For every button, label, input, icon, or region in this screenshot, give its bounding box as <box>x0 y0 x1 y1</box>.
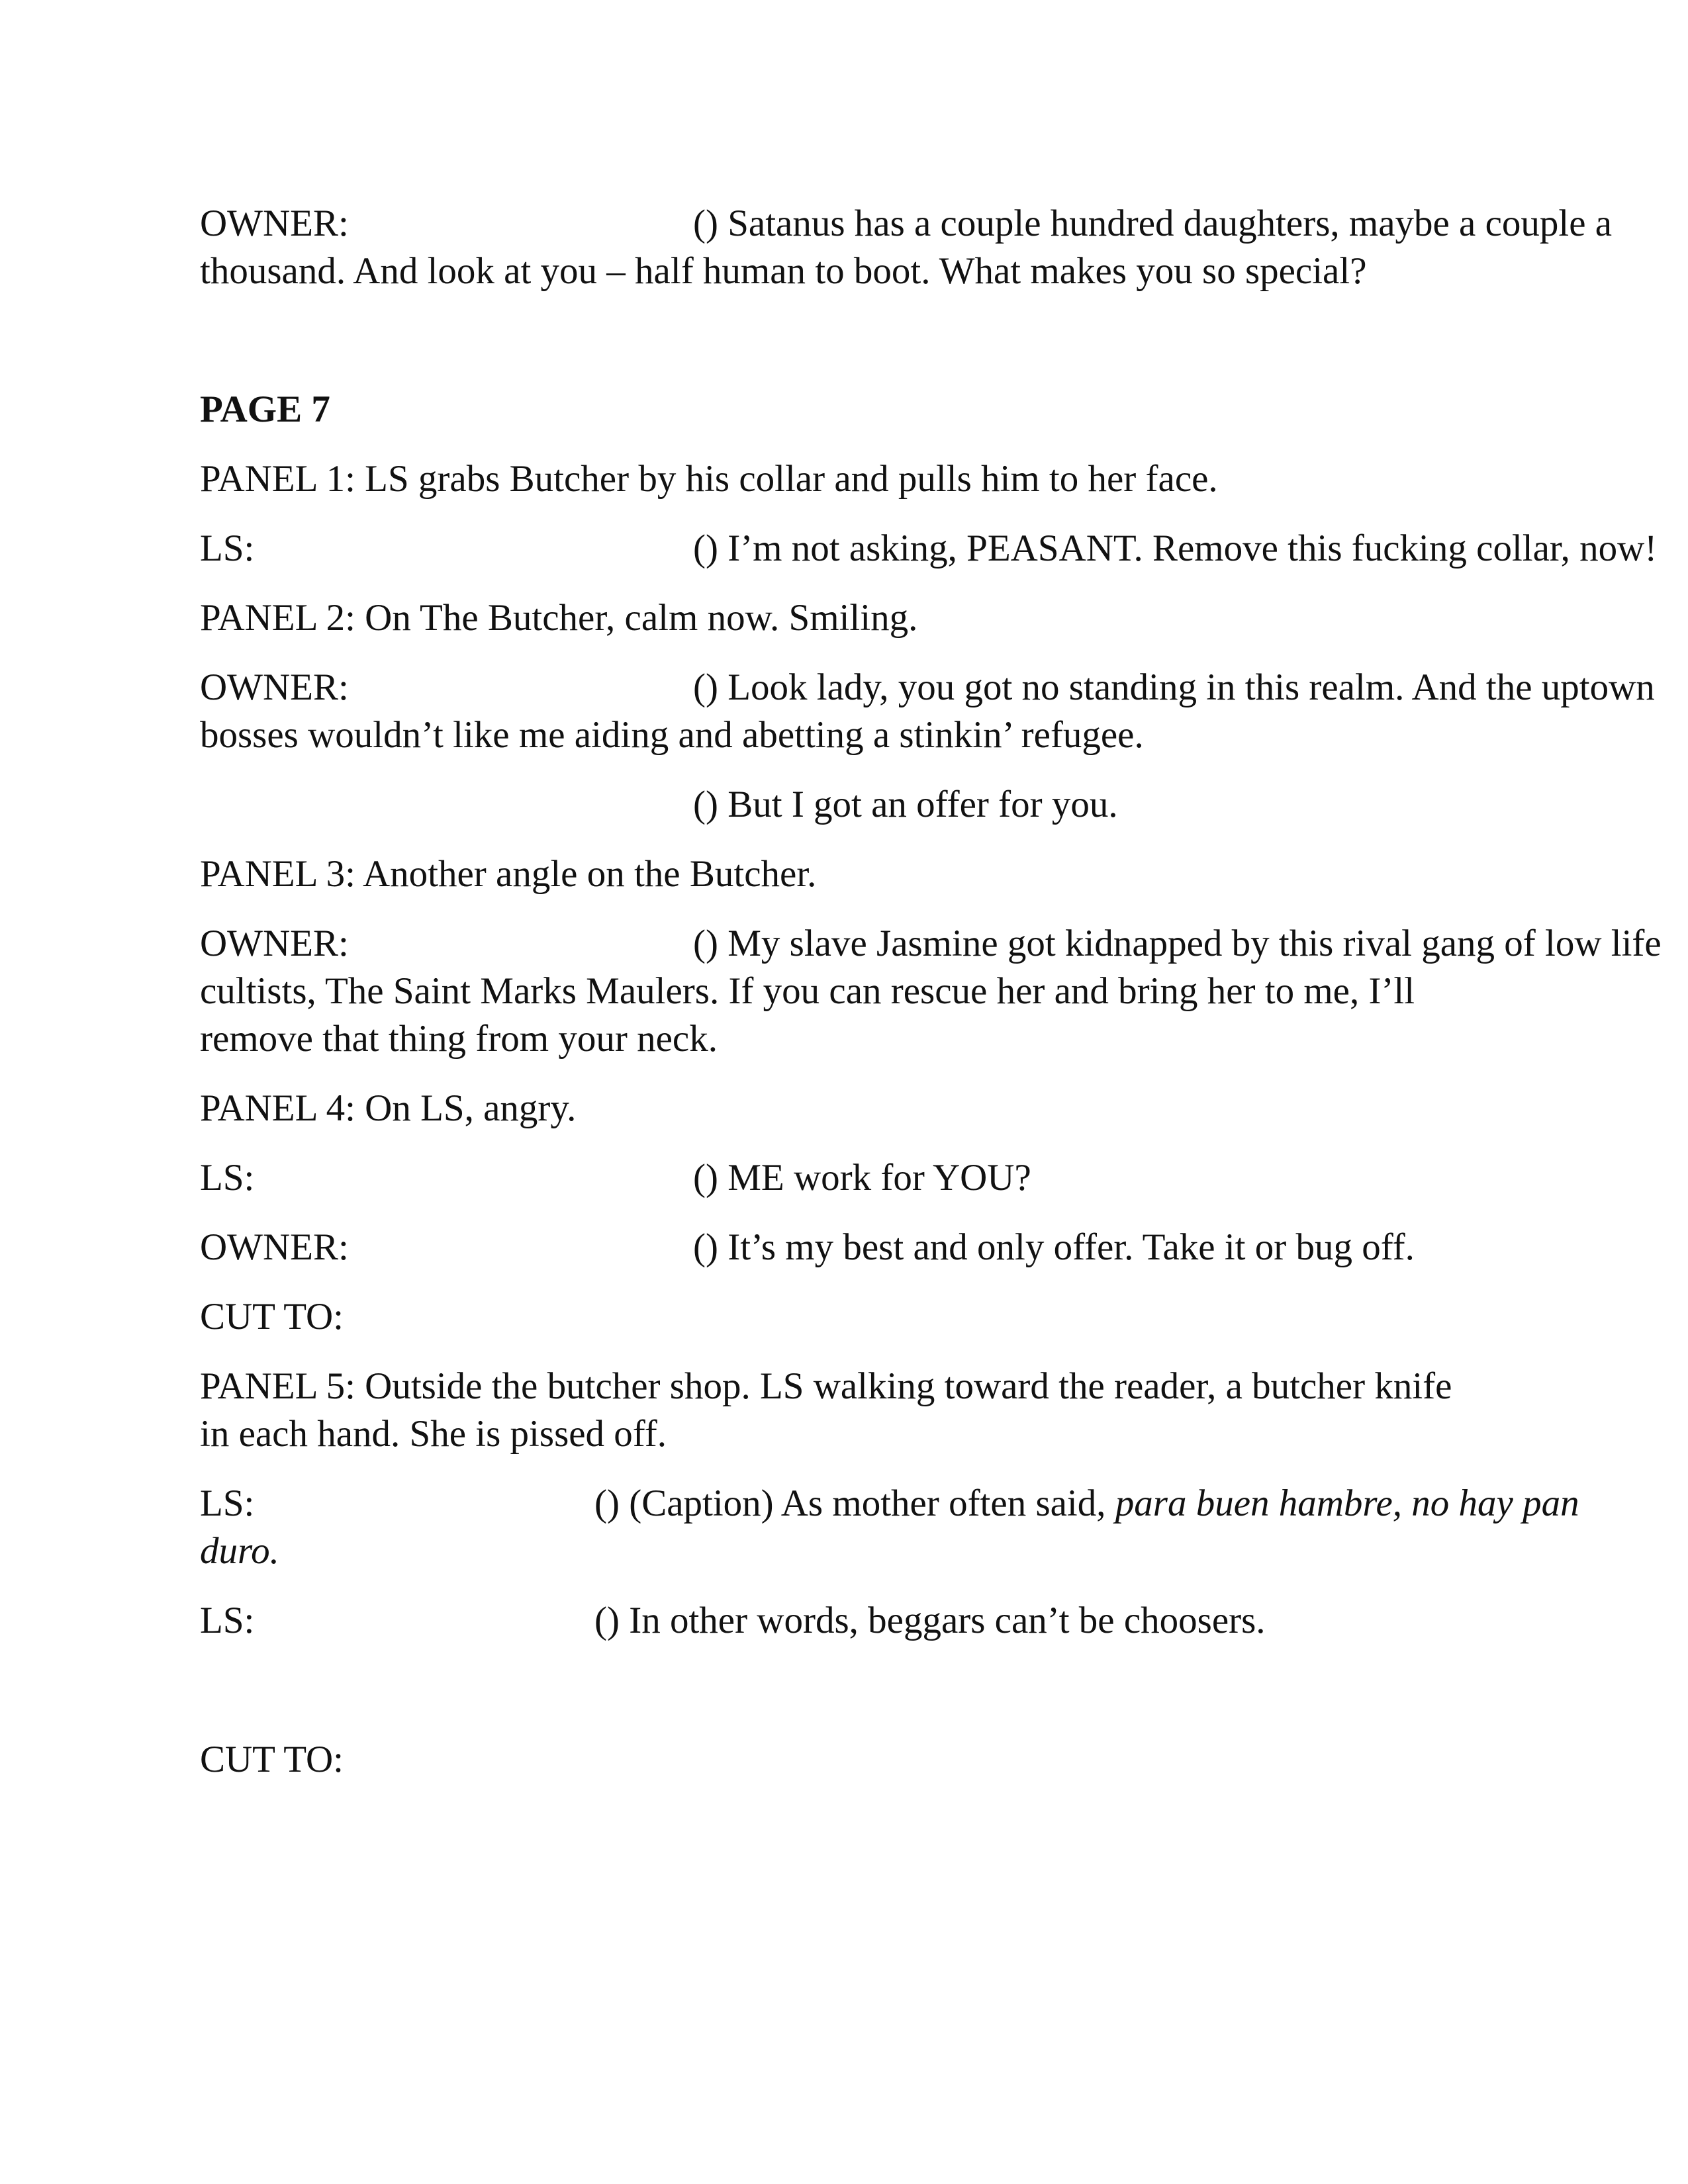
dialogue-text: remove that thing from your neck. <box>200 1018 718 1060</box>
panel-description-2: PANEL 2: On The Butcher, calm now. Smiling. <box>200 597 918 639</box>
dialogue-text: () Look lady, you got no standing in this realm. And the uptown <box>693 666 1655 708</box>
dialogue-text: cultists, The Saint Marks Maulers. If you can rescue her and bring her to me, I’ll <box>200 970 1415 1012</box>
dialogue-owner-5 <box>200 1224 1497 1271</box>
speaker-label: OWNER: <box>200 666 349 708</box>
panel-description-5: PANEL 5: Outside the butcher shop. LS walking toward the reader, a butcher knife <box>200 1365 1452 1407</box>
dialogue-owner-4-cont2 <box>200 1015 1497 1063</box>
speaker-label: LS: <box>200 1157 255 1199</box>
speaker-label: OWNER: <box>200 203 349 244</box>
dialogue-text: () My slave Jasmine got kidnapped by this rival gang of low life <box>693 923 1662 964</box>
speaker-label: LS: <box>200 1600 255 1641</box>
page-heading: PAGE 7 <box>200 388 330 430</box>
dialogue-ls-1 <box>200 525 1658 572</box>
panel-description-3: PANEL 3: Another angle on the Butcher. <box>200 853 817 895</box>
speaker-label: OWNER: <box>200 923 349 964</box>
speaker-label: OWNER: <box>200 1226 349 1268</box>
dialogue-owner-2 <box>200 664 1655 711</box>
panel-description-4: PANEL 4: On LS, angry. <box>200 1087 577 1129</box>
dialogue-owner-4 <box>200 920 1662 968</box>
dialogue-text: thousand. And look at you – half human to boot. What makes you so special? <box>200 250 1367 292</box>
dialogue-text: () I’m not asking, PEASANT. Remove this fucking collar, now! <box>693 527 1658 569</box>
caption-ls-1 <box>200 1480 1579 1527</box>
caption-text-wrap <box>594 1480 1579 1527</box>
caption-text: () (Caption) As mother often said, <box>594 1482 1115 1524</box>
panel-description-1: PANEL 1: LS grabs Butcher by his collar and pulls him to her face. <box>200 458 1218 500</box>
dialogue-ls-2 <box>200 1154 1497 1202</box>
panel-description-5-cont: in each hand. She is pissed off. <box>200 1413 667 1455</box>
speaker-label: LS: <box>200 1482 255 1524</box>
dialogue-ls-3 <box>200 1597 1497 1645</box>
dialogue-text: bosses wouldn’t like me aiding and abetting a stinkin’ refugee. <box>200 714 1144 756</box>
dialogue-owner-1 <box>200 200 1613 248</box>
transition-cut-to: CUT TO: <box>200 1296 344 1338</box>
dialogue-text: () It’s my best and only offer. Take it or bug off. <box>693 1226 1415 1268</box>
dialogue-owner-4-cont <box>200 968 1497 1015</box>
dialogue-owner-2-cont <box>200 711 1497 759</box>
dialogue-text: () In other words, beggars can’t be choosers. <box>594 1600 1266 1641</box>
dialogue-text: () Satanus has a couple hundred daughters, maybe a couple a <box>693 203 1613 244</box>
dialogue-owner-1-cont <box>200 248 1497 295</box>
caption-ls-1-cont: duro. <box>200 1530 279 1572</box>
speaker-label: LS: <box>200 527 255 569</box>
caption-italic: para buen hambre, no hay pan <box>1115 1482 1579 1524</box>
transition-cut-to-2: CUT TO: <box>200 1739 344 1780</box>
dialogue-text: () ME work for YOU? <box>693 1157 1031 1199</box>
dialogue-text: () But I got an offer for you. <box>693 784 1118 825</box>
